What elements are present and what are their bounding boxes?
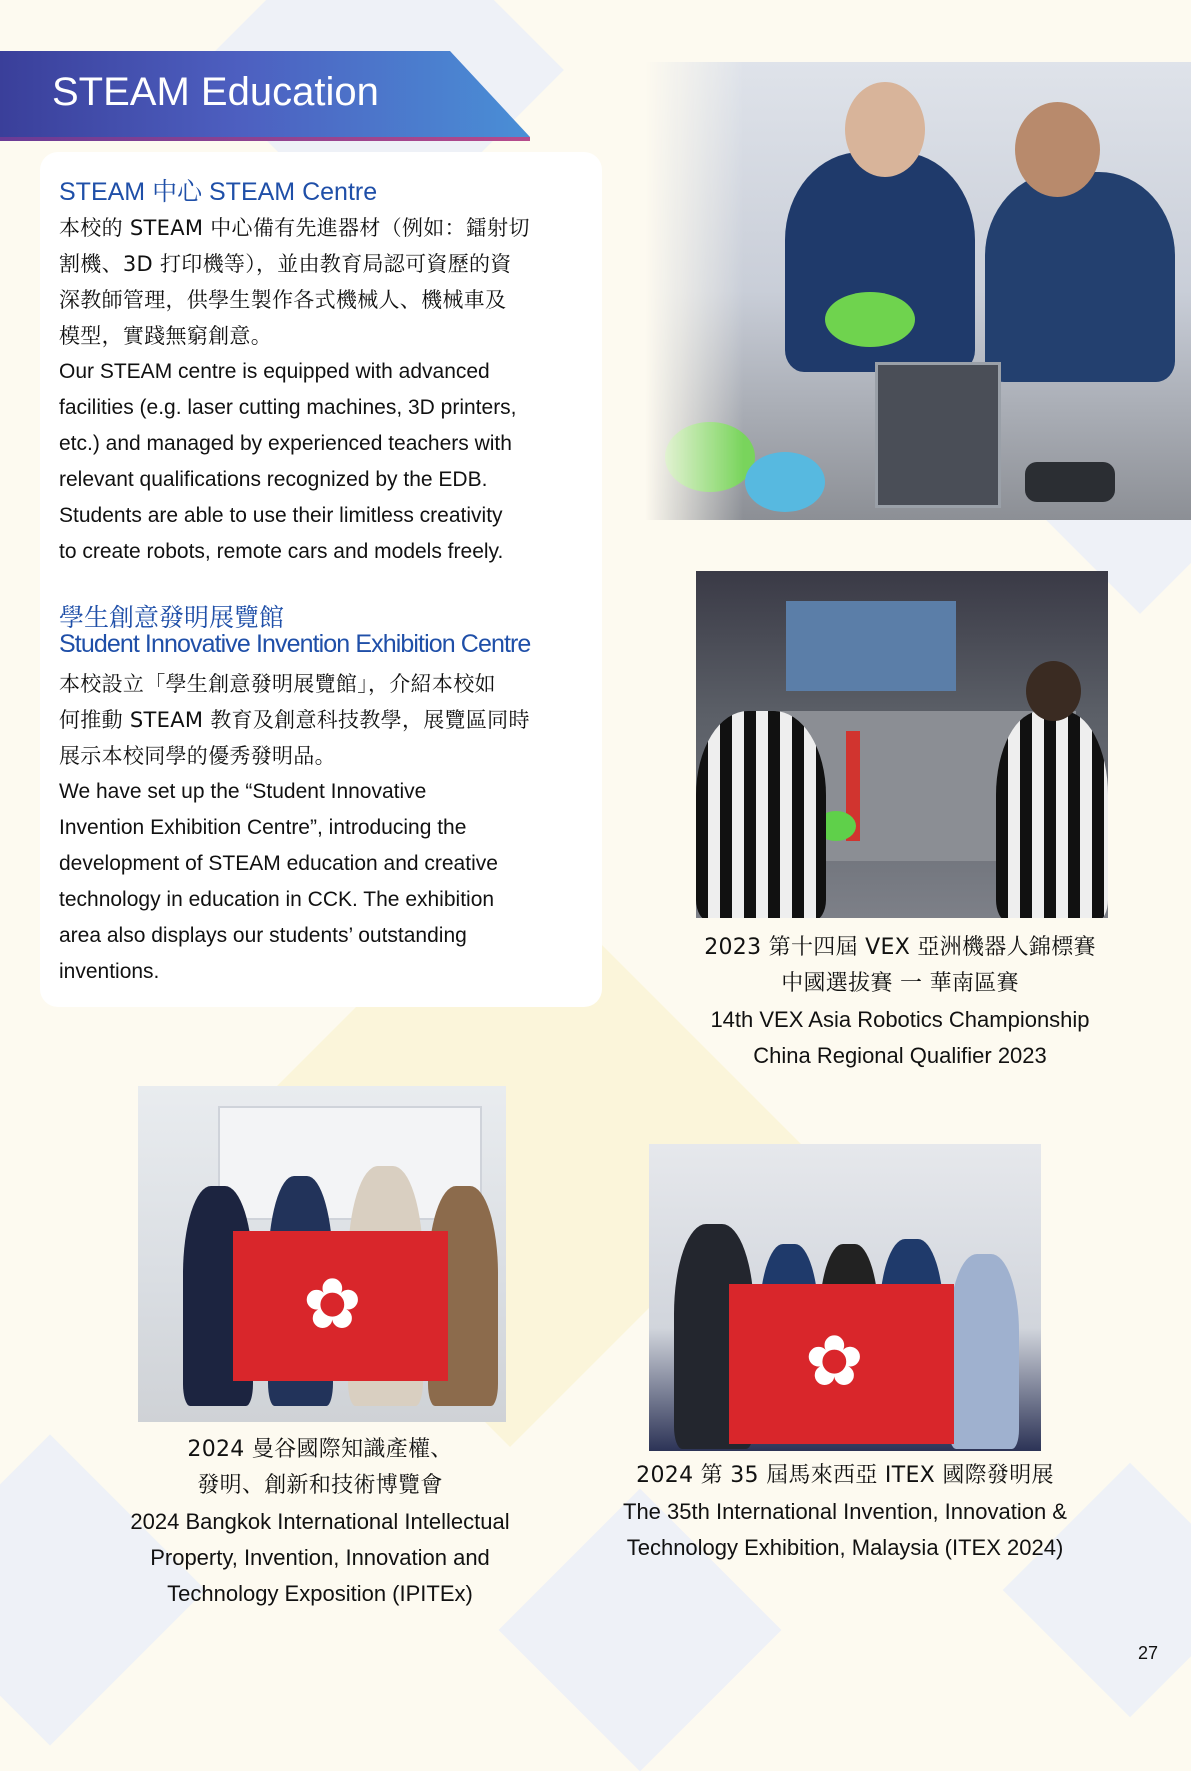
text-line: area also displays our students’ outstanding [59,924,467,947]
text-line: 本校的 STEAM 中心備有先進器材（例如：鐳射切 [59,216,530,240]
caption-line: 14th VEX Asia Robotics Championship [710,1007,1090,1032]
itex-caption [580,1458,1110,1566]
caption-line: 2024 第 35 屆馬來西亞 ITEX 國際發明展 [636,1463,1054,1488]
steam-centre-zh-paragraph [59,210,589,354]
page-title: STEAM Education [52,70,379,114]
exhibition-centre-heading-en: Student Innovative Invention Exhibition Centre [59,630,531,658]
caption-line: 2024 曼谷國際知識產權、 [187,1437,453,1462]
text-line: technology in education in CCK. The exhibition [59,888,495,911]
text-line: inventions. [59,960,160,983]
green-ball [665,422,755,492]
text-line: Our STEAM centre is equipped with advanced [59,360,490,383]
bangkok-expo-photo [138,1086,506,1422]
referee-head [1026,661,1081,721]
itex-photo [649,1144,1041,1451]
steam-centre-heading: STEAM 中心 STEAM Centre [59,178,378,206]
text-line: 本校設立「學生創意發明展覽館」，介紹本校如 [59,672,496,696]
text-line: facilities (e.g. laser cutting machines, 3D printers, [59,396,517,419]
caption-line: 2024 Bangkok International Intellectual [130,1509,510,1534]
caption-line: 發明、創新和技術博覽會 [197,1473,443,1498]
robot-model [875,362,1001,508]
caption-line: Technology Exhibition, Malaysia (ITEX 2024) [626,1535,1064,1560]
page-number: 27 [1138,1643,1159,1663]
text-line: We have set up the “Student Innovative [59,780,427,803]
student-head [1015,102,1100,197]
caption-line: 中國選拔賽 一 華南區賽 [781,971,1019,996]
hong-kong-flag [233,1231,448,1381]
exhibition-centre-zh-paragraph [59,666,589,774]
steam-centre-photo [645,62,1191,520]
exhibition-centre-heading-zh: 學生創意發明展覽館 [59,604,285,632]
text-line: 展示本校同學的優秀發明品。 [59,744,336,768]
caption-line: Technology Exposition (IPITEx) [167,1581,473,1606]
bauhinia-icon: ✿ [303,1263,362,1345]
text-line: Students are able to use their limitless creativity [59,504,503,527]
caption-line: Property, Invention, Innovation and [150,1545,490,1570]
text-line: 深教師管理，供學生製作各式機械人、機械車及 [59,288,507,312]
referee-figure [696,711,826,918]
text-line: Invention Exhibition Centre”, introducing the [59,816,467,839]
bauhinia-icon: ✿ [805,1320,864,1402]
caption-line: 2023 第十四屆 VEX 亞洲機器人錦標賽 [704,935,1096,960]
vex-competition-photo [696,571,1108,918]
steam-centre-en-paragraph [59,354,589,570]
text-line: 何推動 STEAM 教育及創意科技教學，展覽區同時 [59,708,530,732]
text-line: relevant qualifications recognized by the EDB. [59,468,488,491]
text-line: etc.) and managed by experienced teachers with [59,432,512,455]
green-ball [825,292,915,347]
text-line: to create robots, remote cars and models freely. [59,540,504,563]
bangkok-caption [60,1432,580,1612]
caption-line: The 35th International Invention, Innovation & [623,1499,1067,1524]
hong-kong-flag [729,1284,954,1444]
person-figure [949,1254,1019,1449]
title-banner-stripe [0,137,530,141]
exhibition-centre-en-paragraph [59,774,589,990]
referee-figure [996,711,1108,918]
text-line: development of STEAM education and creative [59,852,498,875]
caption-line: China Regional Qualifier 2023 [753,1043,1047,1068]
big-screen [786,601,956,691]
controller [1025,462,1115,502]
student-figure [985,172,1175,382]
text-line: 割機、3D 打印機等），並由教育局認可資歷的資 [59,252,512,276]
text-line: 模型，實踐無窮創意。 [59,324,272,348]
blue-ball [745,452,825,512]
student-head [845,82,925,177]
vex-caption [690,930,1110,1074]
